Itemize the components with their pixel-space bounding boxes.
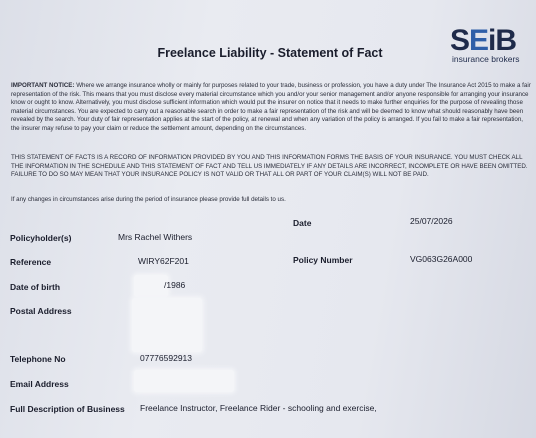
date-value: 25/07/2026	[410, 216, 453, 226]
notice-text: Where we arrange insurance wholly or mainly for purposes related to your trade, business or profession, you have a duty under The Insurance Act 2015 to make a fair representation of the risk. This means that you must disclose every material circumstance which you and/or your senior management and/or anyone responsible for arranging your insurance know or ought to know. Alternatively, you must disclose sufficient information which would put the insurer on notice that it needs to make further enquiries for the purpose of revealing those material circumstances. You are expected to carry out a reasonable search in order to make a fair representation of the risk and will be deemed to know what should reasonably have been revealed by the search. Your duty of fair representation applies at the start of the policy, at renewal and when any variation of the policy is arranged. If you fail to make a fair representation, the insurer may refuse to pay your claim or reduce the settlement amount, depending on the circumstances.	[11, 82, 531, 132]
email-redaction	[134, 370, 234, 392]
date-label: Date	[293, 218, 312, 228]
document-title: Freelance Liability - Statement of Fact	[157, 46, 383, 60]
email-label: Email Address	[10, 379, 69, 389]
changes-notice: If any changes in circumstances arise during the period of insurance please provide full details to us.	[11, 196, 286, 203]
reference-label: Reference	[10, 257, 52, 267]
policyholder-value: Mrs Rachel Withers	[118, 232, 193, 242]
address-redaction	[132, 298, 202, 352]
logo-mark: SEiB	[450, 24, 517, 57]
telephone-value: 07776592913	[140, 353, 193, 363]
seib-logo	[450, 26, 530, 64]
business-description-value: Freelance Instructor, Freelance Rider - schooling and exercise,	[140, 403, 377, 413]
policyholder-label: Policyholder(s)	[10, 233, 72, 243]
notice-label: IMPORTANT NOTICE:	[11, 82, 75, 89]
logo-subtitle: insurance brokers	[452, 54, 520, 64]
dob-value: /1986	[164, 280, 186, 290]
dob-redaction	[134, 275, 168, 297]
policy-number-label: Policy Number	[293, 255, 353, 265]
dob-label: Date of birth	[10, 282, 61, 292]
telephone-label: Telephone No	[10, 354, 66, 364]
important-notice	[11, 82, 531, 134]
postal-address-label: Postal Address	[10, 306, 72, 316]
policy-number-value: VG063G26A000	[410, 254, 473, 264]
business-description-label: Full Description of Business	[10, 404, 125, 414]
statement-notice: THIS STATEMENT OF FACTS IS A RECORD OF INFORMATION PROVIDED BY YOU AND THIS INFORMATION FORMS THE BASIS OF YOUR INSURANCE. YOU MUST CHECK ALL THE INFORMATION IN THE SCHEDULE AND THIS STATEMENT OF FACT AND TELL US IMMEDIATELY IF ANY DETAILS ARE INCORRECT, INCOMPLETE OR HAVE BEEN OMITTED. FAILURE TO DO SO MAY MEAN THAT YOUR INSURANCE POLICY IS NOT VALID OR THAT ALL OR PART OF YOUR CLAIM(S) WILL NOT BE PAID.	[11, 154, 528, 179]
reference-value: WIRY62F201	[138, 256, 189, 266]
